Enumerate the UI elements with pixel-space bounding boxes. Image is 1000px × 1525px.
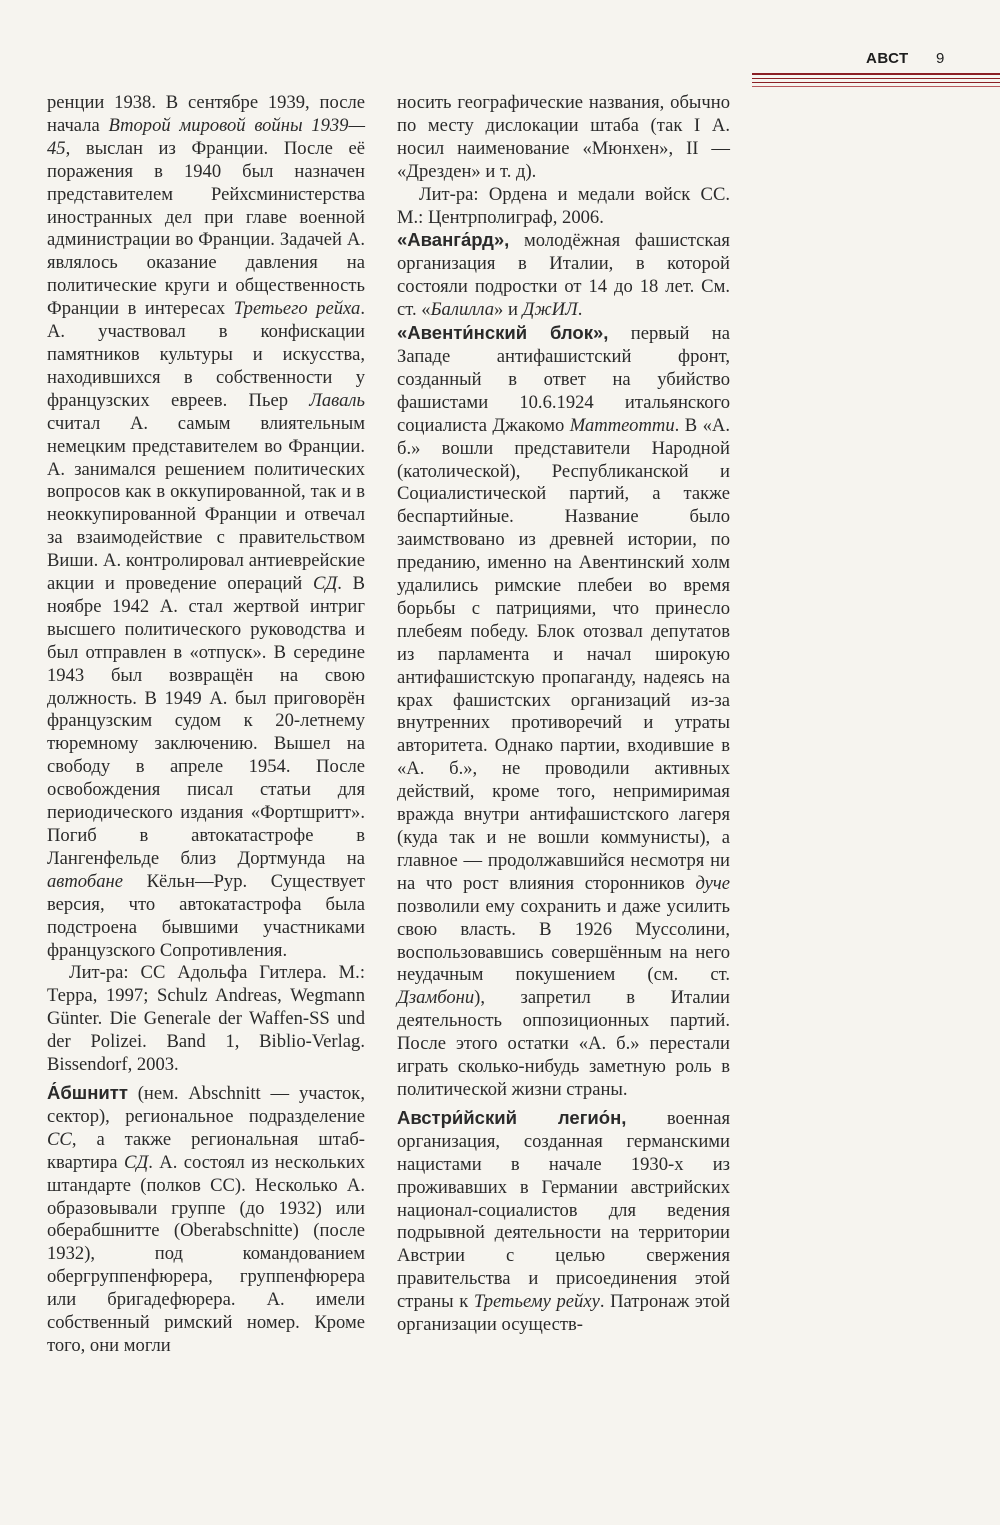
header-rule (752, 73, 1000, 75)
entry-heading: Австри́йский легио́н, (397, 1106, 627, 1128)
cross-reference-link[interactable]: Маттеотти (569, 414, 675, 436)
entry-aventine-block: «Авенти́нский блок», первый на Западе антифашистский фронт, созданный в ответ на убийство фашистами 10.6.1924 итальянского социалиста Джакомо Маттеотти. В «А. б.» вошли представители Народной (католической), Республиканской и Социалистической партий, а также беспартийные. Название было заимствовано из древней истории, по преданию, именно на Авентинский холм удалились римские плебеи во время борьбы с патрициями, что принесло плебеям победу. Блок отозвал депутатов из парламента и начал широкую антифашистскую пропаганду, надеясь на крах фашистских организаций из-за внутренних противоречий и утраты авторитета. Однако партии, входившие в «А. б.», не проводили активных действий, кроме того, непримиримая вражда внутри антифашистского лагеря (куда так и не вошли коммунисты), а главное — продолжавшийся несмотря ни на что рост влияния сторонников дуче позволили ему сохранить и даже усилить свою власть. В 1926 Муссолини, воспользовавшись совершённым на него неудачным покушением (см. ст. Дзамбони), запретил в Италии деятельность оппозиционных партий. После этого остатки «А. б.» перестали играть сколько-нибудь заметную роль в политической жизни страны. (397, 322, 730, 1100)
entry-avangard: «Аванга́рд», молодёжная фашистская организация в Италии, в которой состояли подростки от 14 до 18 лет. См. ст. «Балилла» и ДжИЛ. (397, 229, 730, 321)
entry-austrian-legion: Австри́йский легио́н, военная организация, созданная германскими нацистами в начале 1930-х из проживавших в Германии австрийских национал-социалистов для ведения подрывной деятельности на территории Австрии с целью свержения правительства и присоединения этой страны к Третьему рейху. Патронаж этой организации осуществ- (397, 1106, 731, 1336)
cross-reference-link[interactable]: Балилла (430, 299, 494, 321)
cross-reference-link[interactable]: Третьему рейху (473, 1291, 600, 1313)
cross-reference-link[interactable]: Второй мировой войны 1939—45 (47, 114, 365, 159)
header-rule (752, 86, 1000, 87)
cross-reference-link[interactable]: автобане (47, 870, 123, 892)
cross-reference-link[interactable]: Лаваль (309, 389, 365, 411)
article-paragraph: носить географические названия, обычно по месту дислокации штаба (так I А. носил наименование «Мюнхен», II — «Дрезден» и т. д). (397, 92, 730, 182)
page-number: 9 (936, 50, 945, 67)
entry-abschnitt: А́бшнитт (нем. Abschnitt — участок, сектор), региональное подразделение СС, а также региональная штаб-квартира СД. А. состоял из нескольких штандарте (полков СС). Несколько А. образовывали группе (до 1932) или оберабшнитте (Oberabschnitte) (после 1932), под командованием обергруппенфюрера, группенфюрера или бригадефюрера. А. имели собственный римский номер. Кроме того, они могли (47, 1081, 365, 1356)
entry-heading: «Аванга́рд», (397, 229, 510, 251)
cross-reference-link[interactable]: СД (312, 573, 338, 595)
page-header (0, 0, 1000, 90)
header-rule (752, 78, 1000, 79)
literature-reference: Лит-ра: Ордена и медали войск СС. М.: Центрполиграф, 2006. (397, 183, 730, 228)
cross-reference-link[interactable]: Дзамбони (397, 987, 475, 1009)
entry-heading: А́бшнитт (47, 1081, 128, 1103)
header-rule (752, 82, 1000, 83)
right-column (397, 92, 730, 1337)
cross-reference-link[interactable]: СД (123, 1151, 149, 1173)
cross-reference-link[interactable]: Третьего рейха (233, 298, 361, 320)
literature-reference: Лит-ра: СС Адольфа Гитлера. М.: Терра, 1997; Schulz Andreas, Wegmann Günter. Die Generale der Waffen-SS und der Polizei. Band 1, Biblio-Verlag. Bissendorf, 2003. (47, 962, 365, 1076)
cross-reference-link[interactable]: дуче (695, 872, 730, 894)
article-paragraph: ренции 1938. В сентябре 1939, после начала Второй мировой войны 1939—45, выслан из Франции. После её поражения в 1940 был назначен представителем Рейхсминистерства иностранных дел при главе военной администрации во Франции. Задачей А. являлось оказание давления на политические круги и общественность Франции в интересах Третьего рейха. А. участвовал в конфискации памятников культуры и искусства, находившихся в собственности у французских евреев. Пьер Лаваль считал А. самым влиятельным немецким представителем во Франции. А. занимался решением политических вопросов как в оккупированной, так и в неоккупированной Франции и отвечал за взаимодействие с правительством Виши. А. контролировал антиеврейские акции и проведение операций СД. В ноябре 1942 А. стал жертвой интриг высшего политического руководства и был отправлен в «отпуск». В середине 1943 был возвращён на свою должность. В 1949 А. был приговорён французским судом к 20-летнему тюремному заключению. Вышел на свободу в апреле 1954. После освобождения писал статьи для периодического издания «Фортшритт». Погиб в автокатастрофе в Лангенфельде близ Дортмунда на автобане Кёльн—Рур. Существует версия, что автокатастрофа была подстроена бывшими участниками французского Сопротивления. (47, 92, 365, 961)
entry-heading: «Авенти́нский блок», (397, 322, 609, 344)
running-head: АВСТ (866, 50, 909, 67)
cross-reference-link[interactable]: ДжИЛ (522, 299, 578, 321)
cross-reference-link[interactable]: СС (47, 1128, 72, 1150)
left-column (47, 92, 365, 1358)
